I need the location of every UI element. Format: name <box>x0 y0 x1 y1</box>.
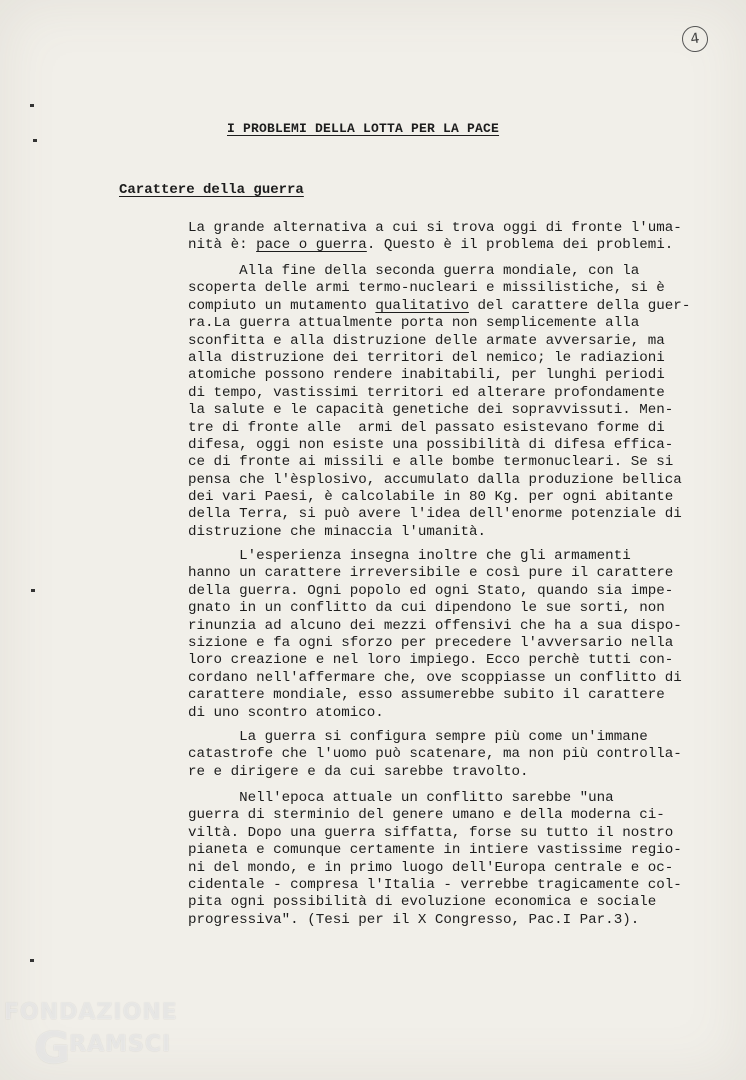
text-line: della Terra, si può avere l'idea dell'enorme potenziale di <box>188 506 682 523</box>
text-line: carattere mondiale, esso assumerebbe subito il carattere <box>188 687 665 704</box>
paragraph-4 <box>188 729 682 781</box>
underlined-phrase: qualitativo <box>375 297 469 314</box>
text-line: viltà. Dopo una guerra siffatta, forse su tutto il nostro <box>188 824 674 841</box>
text-line: pita ogni possibilità di evoluzione economica e sociale <box>188 894 657 911</box>
text-line: della guerra. Ogni popolo ed ogni Stato, quando sia impe- <box>188 582 674 599</box>
text-line: atomiche possono rendere inabitabili, per lunghi periodi <box>188 367 665 384</box>
text-line: rinunzia ad alcuno dei mezzi offensivi che ha a sua dispo- <box>188 617 682 634</box>
text-line: ce di fronte ai missili e alle bombe termonucleari. Se si <box>188 454 674 471</box>
watermark-initial: G <box>34 1023 72 1074</box>
paragraph-1 <box>188 220 682 255</box>
text-line: Nell'epoca attuale un conflitto sarebbe "una <box>188 790 614 806</box>
fondazione-gramsci-watermark <box>4 1000 178 1074</box>
document-title: I PROBLEMI DELLA LOTTA PER LA PACE <box>227 121 500 136</box>
text-line: La guerra si configura sempre più come un'immane <box>188 729 648 745</box>
section-heading: Carattere della guerra <box>119 182 304 198</box>
watermark-line-2 <box>34 1023 178 1074</box>
text-line: La grande alternativa a cui si trova oggi di fronte l'uma- <box>188 220 682 236</box>
watermark-line-1: FONDAZIONE <box>4 1000 178 1025</box>
watermark-rest: RAMSCI <box>69 1032 172 1057</box>
text-line: pensa che l'èsplosivo, accumulato dalla produzione bellica <box>188 471 682 488</box>
text-line: distruzione che minaccia l'umanità. <box>188 523 486 540</box>
text-line: re e dirigere e da cui sarebbe travolto. <box>188 763 529 780</box>
text-line: difesa, oggi non esiste una possibilità di difesa effica- <box>188 436 674 453</box>
underlined-phrase: pace o guerra <box>256 237 367 254</box>
text-line: tre di fronte alle armi del passato esistevano forme di <box>188 419 665 436</box>
text-line: ni del mondo, e in primo luogo dell'Europa centrale e oc- <box>188 859 674 876</box>
margin-mark <box>33 139 37 142</box>
page-number: 4 <box>680 24 709 53</box>
margin-mark <box>30 104 34 107</box>
text-line: pianeta e comunque certamente in intiere vastissime regio- <box>188 842 682 859</box>
text-line: sizione e fa ogni sforzo per precedere l'avversario nella <box>188 634 674 651</box>
text-line: ra.La guerra attualmente porta non semplicemente alla <box>188 315 640 332</box>
text-line: alla distruzione dei territori del nemico; le radiazioni <box>188 349 665 366</box>
text-line: di tempo, vastissimi territori ed alterare profondamente <box>188 384 665 401</box>
text-line: L'esperienza insegna inoltre che gli armamenti <box>188 548 631 564</box>
text-line: hanno un carattere irreversibile e così pure il carattere <box>188 565 674 582</box>
paragraph-2 <box>188 263 690 541</box>
text-line: sconfitta e alla distruzione delle armate avversarie, ma <box>188 332 665 349</box>
text-line: la salute e le capacità genetiche dei sopravvissuti. Men- <box>188 402 674 419</box>
text-line: di uno scontro atomico. <box>188 704 384 721</box>
text-line: Alla fine della seconda guerra mondiale, con la <box>188 263 640 279</box>
text-line: dei vari Paesi, è calcolabile in 80 Kg. per ogni abitante <box>188 489 674 506</box>
margin-mark <box>31 589 35 592</box>
text-line: progressiva". (Tesi per il X Congresso, Pac.I Par.3). <box>188 911 640 928</box>
paragraph-3 <box>188 548 682 722</box>
paragraph-5 <box>188 790 682 929</box>
text-line: scoperta delle armi termo-nucleari e missilistiche, si è <box>188 280 665 297</box>
text-line: catastrofe che l'uomo può scatenare, ma non più controlla- <box>188 746 682 763</box>
text-line: nità è: pace o guerra. Questo è il problema dei problemi. <box>188 237 674 254</box>
text-line: guerra di sterminio del genere umano e della moderna ci- <box>188 807 665 824</box>
text-line: cordano nell'affermare che, ove scoppiasse un conflitto di <box>188 669 682 686</box>
text-line: gnato in un conflitto da cui dipendono le sue sorti, non <box>188 600 665 617</box>
text-line: compiuto un mutamento qualitativo del carattere della guer- <box>188 297 691 314</box>
margin-mark <box>30 959 34 962</box>
text-line: loro creazione e nel loro impiego. Ecco perchè tutti con- <box>188 652 674 669</box>
text-line: cidentale - compresa l'Italia - verrebbe tragicamente col- <box>188 876 682 893</box>
